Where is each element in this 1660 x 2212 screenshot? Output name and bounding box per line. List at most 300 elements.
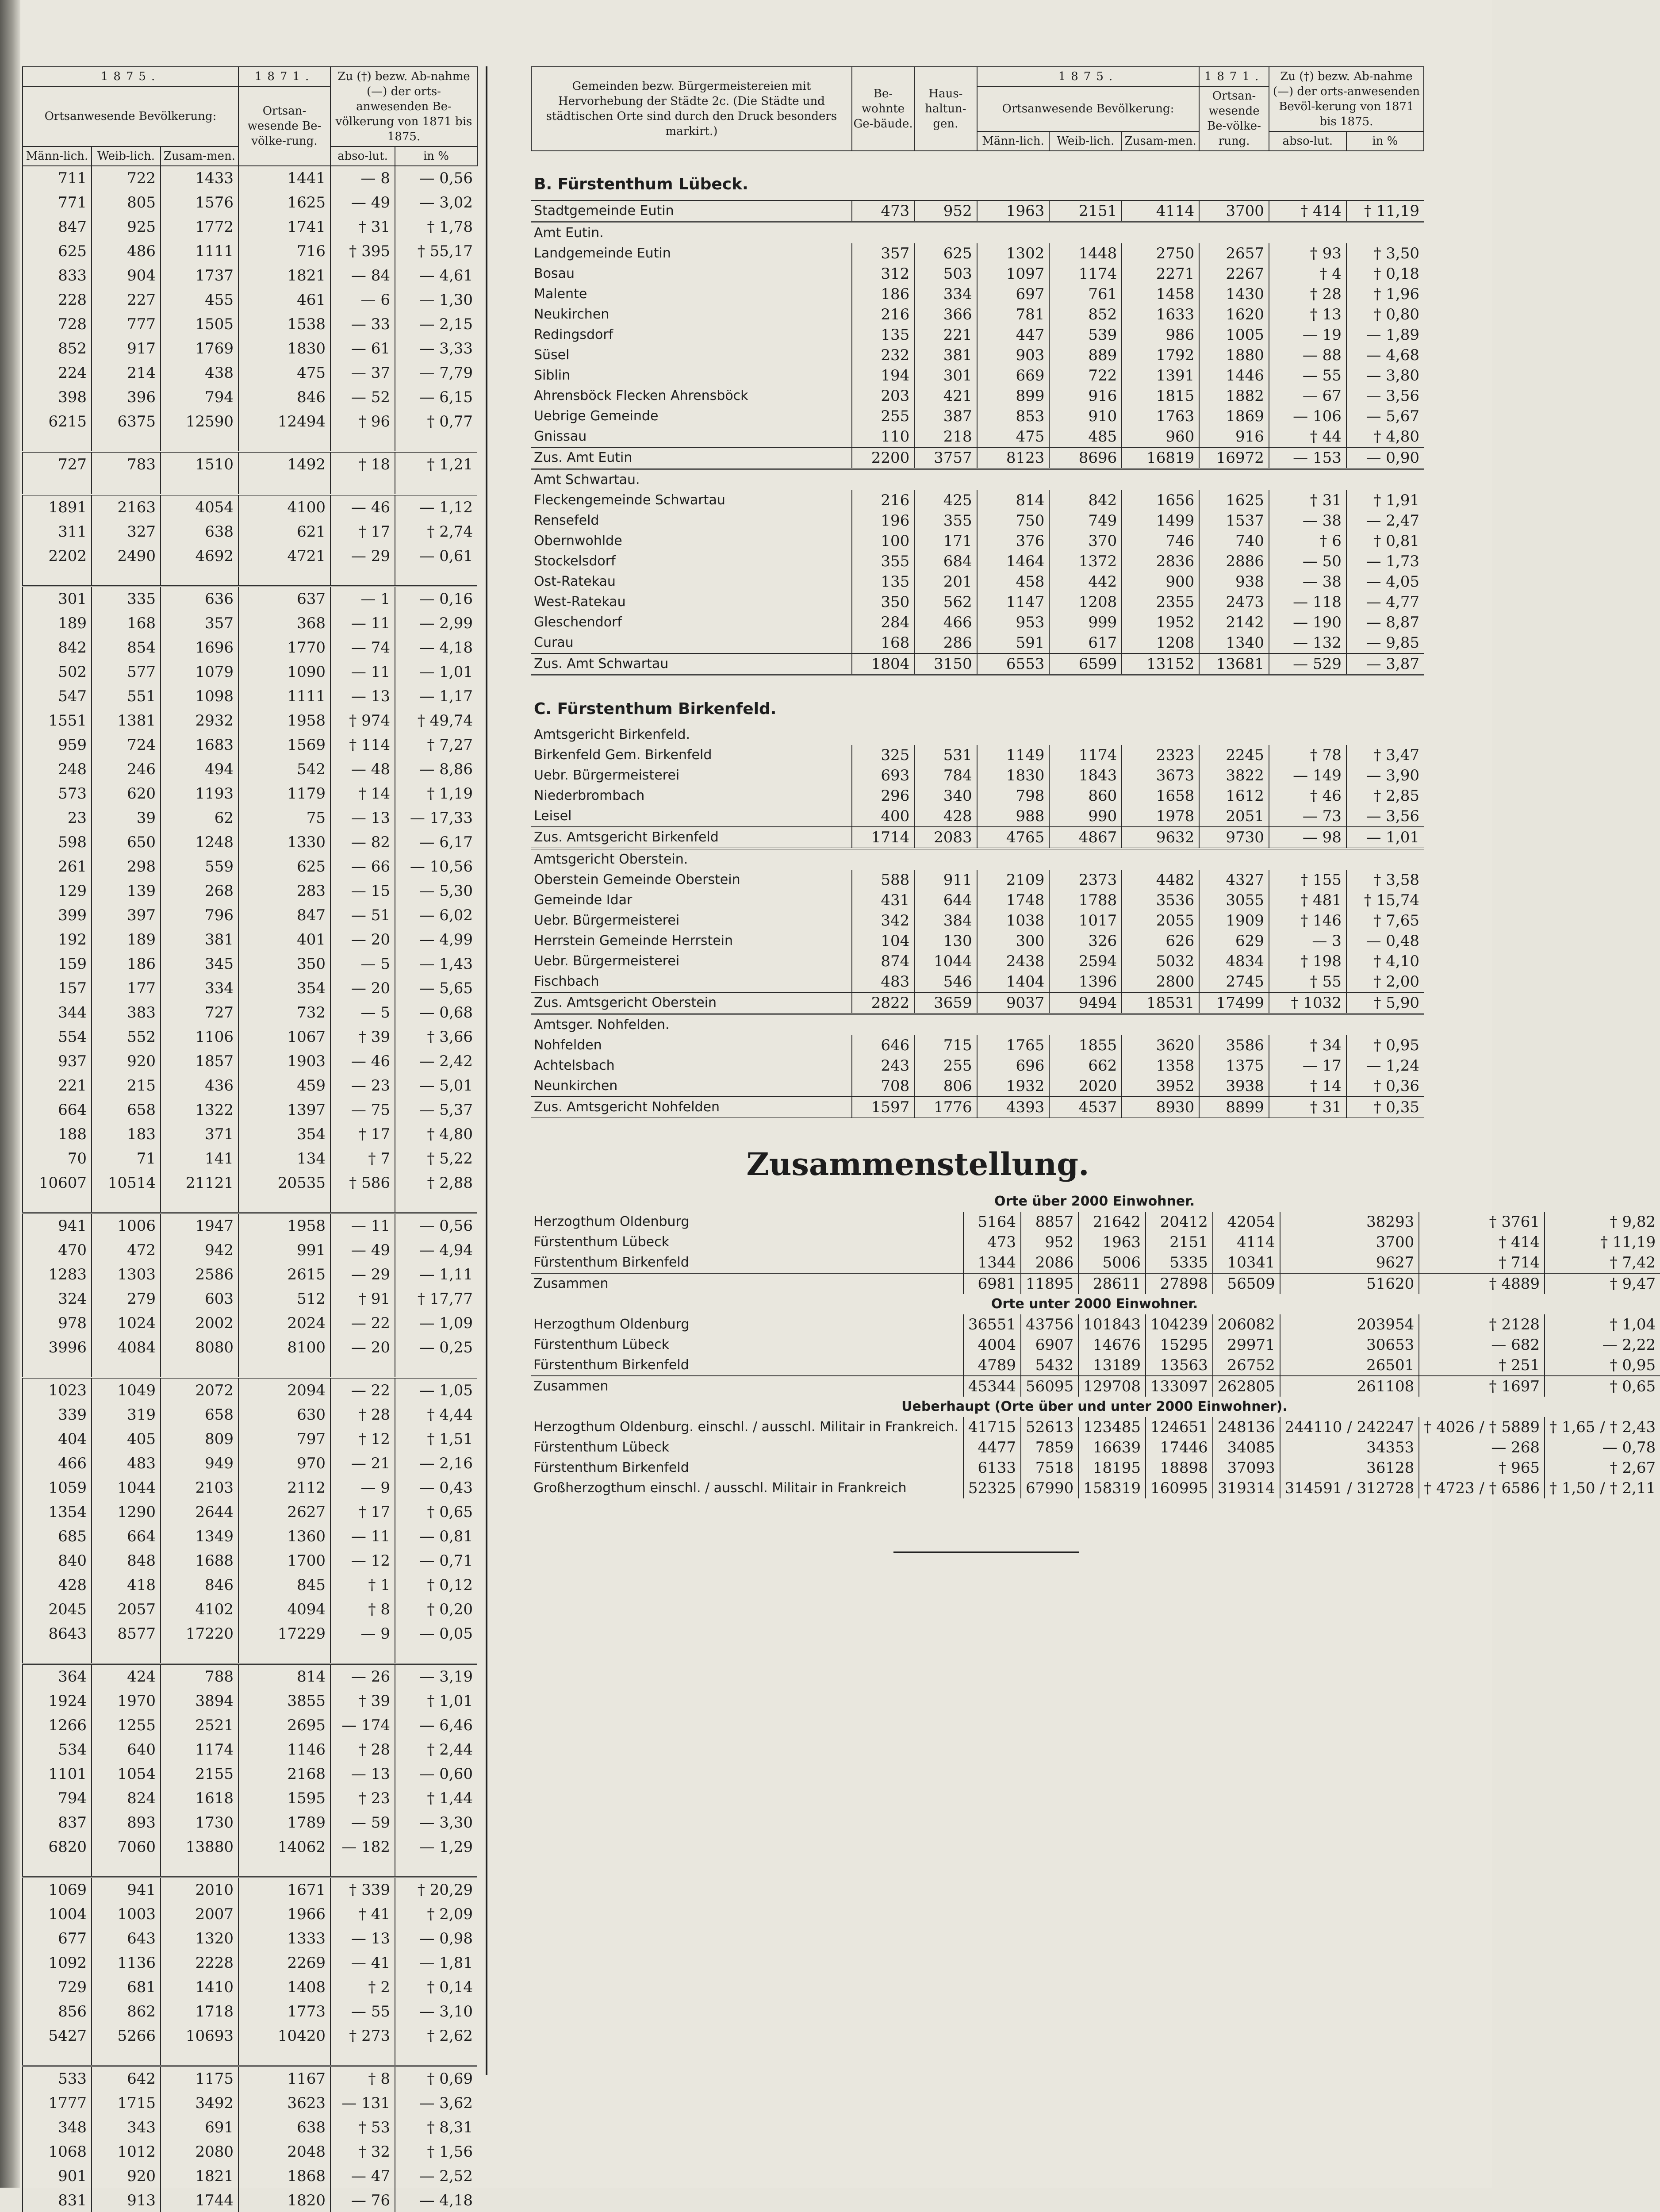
section-c-heading [531,675,1424,725]
cell-1871: 2886 [1199,551,1269,572]
cell-male: 1932 [977,1076,1050,1097]
cell-female [92,1859,161,1877]
cell-pct: — 0,16 [395,586,477,611]
cell-1871: 4721 [238,544,330,568]
cell-female: 472 [92,1238,161,1263]
cell-male [23,434,92,452]
cell-1871: 1360 [238,1525,330,1549]
cell-female: 4084 [92,1336,161,1360]
cell-total: 8080 [161,1336,238,1360]
cell-abs: † 4723 / † 6586 [1419,1478,1545,1498]
cell-total: 371 [161,1122,238,1147]
ag-birkenfeld-label-row [531,725,1424,745]
cell-bewohnte: 194 [852,365,914,386]
cell-abs: — 19 [1269,325,1346,345]
cell-gemeinde: Gleschendorf [534,614,622,630]
cell-pct: — 0,56 [395,1213,477,1238]
cell-gemeinde: Curau [534,635,574,650]
cell-pct: — 6,17 [395,830,477,855]
zus-ag-nohfelden-row [531,1097,1424,1118]
cell-abs: † 273 [330,2024,395,2048]
cell-1871: 2695 [238,1713,330,1738]
cell-haushaltungen: 340 [914,786,977,806]
cell-bewohnte: 312 [852,264,914,284]
cell-haushaltungen: 3757 [914,447,977,469]
cell-abs: — 98 [1269,827,1346,849]
cell-1871: 34353 [1280,1437,1419,1458]
cell-abs: † 14 [1269,1076,1346,1097]
cell-gemeinde: Uebr. Bürgermeisterei [534,953,680,969]
cell-1871: 2245 [1199,745,1269,765]
cell-1871: 1538 [238,312,330,337]
cell-abs: † 91 [330,1287,395,1311]
cell-total: 1978 [1122,806,1199,827]
cell-female: 805 [92,191,161,215]
cell-1871: 716 [238,239,330,264]
table-row [23,733,477,757]
cell-abs [330,434,395,452]
cell-female: 396 [92,385,161,410]
table-row [23,2189,477,2212]
cell-bewohnte: 41715 [963,1417,1021,1437]
cell-pct: † 1,44 [395,1786,477,1811]
cell-female: 617 [1049,633,1122,653]
cell-abs: — 12 [330,1549,395,1573]
cell-1871: 1770 [238,636,330,660]
cell-male: 625 [23,239,92,264]
cell-1871: 1903 [238,1049,330,1074]
table-row [23,1525,477,1549]
cell-1871: 2142 [1199,612,1269,633]
table-row [23,1147,477,1171]
cell-abs: † 17 [330,1500,395,1525]
cell-total: 1111 [161,239,238,264]
cell-bewohnte: 400 [852,806,914,827]
cell-total: 1730 [161,1811,238,1835]
cell-male: 831 [23,2189,92,2212]
cell-female: 5266 [92,2024,161,2048]
cell-pct: — 2,22 [1545,1335,1660,1355]
cell-total: 900 [1122,572,1199,592]
cell-abs: — 190 [1269,612,1346,633]
table-row [531,345,1424,365]
cell-bewohnte: 708 [852,1076,914,1097]
cell-haushaltungen: 425 [914,490,977,511]
cell-1871: 1958 [238,1213,330,1238]
cell-male: 591 [977,633,1050,653]
table-row [531,745,1424,765]
cell-female: 160995 [1146,1478,1213,1498]
cell-haushaltungen: 301 [914,365,977,386]
cell-1871: 244110 / 242247 [1280,1417,1419,1437]
table-row [23,1098,477,1122]
cell-female: 9494 [1049,992,1122,1014]
cell-total: 794 [161,385,238,410]
cell-abs: † 39 [330,1689,395,1713]
cell-total: 2010 [161,1877,238,1902]
cell-total: 1410 [161,1975,238,2000]
cell-male: 5427 [23,2024,92,2048]
cell-total: 455 [161,288,238,312]
cell-male: 21642 [1078,1212,1146,1232]
table-row [23,1664,477,1689]
cell-1871: 8100 [238,1336,330,1360]
cell-1871 [238,1859,330,1877]
cell-female: 1208 [1049,592,1122,612]
cell-female: 1715 [92,2091,161,2116]
cell-total: 691 [161,2116,238,2140]
cell-abs: — 46 [330,495,395,520]
table-row [531,910,1424,931]
cell-abs: † 78 [1269,745,1346,765]
cell-1871: 4327 [1199,870,1269,890]
cell-pct: † 4,44 [395,1403,477,1427]
cell-abs: † 974 [330,709,395,733]
cell-female: 1290 [92,1500,161,1525]
left-table-body [23,166,477,2212]
cell-1871: 938 [1199,572,1269,592]
cell-male: 840 [23,1549,92,1573]
cell-male: 899 [977,386,1050,406]
cell-total: 727 [161,1001,238,1025]
cell-1871: 368 [238,611,330,636]
cell-male: 554 [23,1025,92,1049]
cell-total: 1505 [161,312,238,337]
cell-abs: — 182 [330,1835,395,1859]
cell-male: 1059 [23,1476,92,1500]
table-row [23,337,477,361]
cell-pct: † 1,01 [395,1689,477,1713]
cell-male: 1777 [23,2091,92,2116]
cell-male: 1963 [977,200,1050,222]
cell-abs: — 5 [330,952,395,976]
cell-1871: 1090 [238,660,330,684]
cell-haushaltungen: 625 [914,243,977,264]
table-row [531,612,1424,633]
cell-male: 1830 [977,765,1050,786]
table-row [531,786,1424,806]
cell-male: 794 [23,1786,92,1811]
cell-bewohnte: 342 [852,910,914,931]
cell-abs: — 13 [330,806,395,830]
right-col-total: Zusam-men. [1122,131,1199,151]
cell-pct: † 4,10 [1346,951,1424,972]
cell-total: 2932 [161,709,238,733]
cell-total: 809 [161,1427,238,1452]
cell-abs: — 76 [330,2189,395,2212]
table-row [531,1232,1660,1252]
cell-pct: † 1,91 [1346,490,1424,511]
summary-body [531,1191,1660,1498]
cell-male: 28611 [1078,1273,1146,1294]
cell-1871: 629 [1199,931,1269,951]
cell-male: 188 [23,1122,92,1147]
cell-female: 298 [92,855,161,879]
cell-1871 [238,1195,330,1213]
cell-haushaltungen: 8857 [1021,1212,1078,1232]
cell-abs: † 55 [1269,972,1346,992]
cell-1871: 13681 [1199,653,1269,675]
table-row [531,1376,1660,1397]
cell-bewohnte: 196 [852,511,914,531]
cell-1871: 1821 [238,264,330,288]
cell-total: 37093 [1213,1458,1280,1478]
cell-gemeinde: Fürstenthum Birkenfeld [533,1255,689,1270]
cell-gemeinde: Neunkirchen [534,1078,618,1094]
cell-male: 959 [23,733,92,757]
cell-total: 262805 [1213,1376,1280,1397]
cell-abs: — 49 [330,1238,395,1263]
cell-male: 941 [23,1213,92,1238]
cell-female: 842 [1049,490,1122,511]
cell-1871: 36128 [1280,1458,1419,1478]
cell-haushaltungen: 56095 [1021,1376,1078,1397]
cell-total: 34085 [1213,1437,1280,1458]
cell-male: 311 [23,520,92,544]
cell-male: 23 [23,806,92,830]
table-row [23,952,477,976]
cell-pct: † 1,96 [1346,284,1424,304]
cell-total: 1769 [161,337,238,361]
right-head-gemeinden: Gemeinden bezw. Bürgermeistereien mit Hervorhebung der Städte 2c. (Die Städte und städtischen Orte sind durch den Druck besonders markirt.) [531,67,852,151]
cell-male: 1283 [23,1263,92,1287]
cell-total: 942 [161,1238,238,1263]
cell-1871 [238,434,330,452]
cell-bewohnte: 355 [852,551,914,572]
cell-total: 9632 [1122,827,1199,849]
cell-female: 913 [92,2189,161,2212]
cell-pct: † 2,44 [395,1738,477,1762]
cell-total: 1510 [161,452,238,477]
left-year-1871: 1871. [238,67,330,86]
table-row [23,2091,477,2116]
cell-abs: — 153 [1269,447,1346,469]
table-row [23,1713,477,1738]
cell-female: 1136 [92,1951,161,1975]
cell-pct: † 17,77 [395,1287,477,1311]
cell-female: 227 [92,288,161,312]
left-col-total: Zusam-men. [161,146,238,166]
cell-1871: 1869 [1199,406,1269,426]
cell-1871: 1966 [238,1902,330,1927]
cell-1871: 1671 [238,1877,330,1902]
cell-pct: — 4,94 [395,1238,477,1263]
cell-bewohnte: 483 [852,972,914,992]
cell-abs: — 84 [330,264,395,288]
cell-female: 483 [92,1452,161,1476]
cell-1871: 2627 [238,1500,330,1525]
cell-1871: 1067 [238,1025,330,1049]
cell-gemeinde: Siblin [534,368,571,383]
cell-total: 1193 [161,782,238,806]
cell-haushaltungen: 130 [914,931,977,951]
cell-abs: † 32 [330,2140,395,2164]
cell-female: 852 [1049,304,1122,325]
table-row [23,757,477,782]
cell-abs: — 29 [330,544,395,568]
cell-haushaltungen: 784 [914,765,977,786]
cell-female: 620 [92,782,161,806]
cell-male: 129708 [1078,1376,1146,1397]
cell-abs: — 55 [1269,365,1346,386]
cell-gemeinde: Landgemeinde Eutin [534,246,671,261]
cell-total: 18531 [1122,992,1199,1014]
cell-pct: — 3,19 [395,1664,477,1689]
cell-1871: 1882 [1199,386,1269,406]
cell-bewohnte: 36551 [963,1314,1021,1335]
table-row [531,972,1424,992]
cell-bewohnte: 135 [852,572,914,592]
cell-male: 300 [977,931,1050,951]
table-row [23,312,477,337]
cell-female: 643 [92,1927,161,1951]
cell-female: 2020 [1049,1076,1122,1097]
cell-abs: † 39 [330,1025,395,1049]
cell-1871: 314591 / 312728 [1280,1478,1419,1498]
cell-pct: — 5,37 [395,1098,477,1122]
cell-abs: † 4026 / † 5889 [1419,1417,1545,1437]
cell-total: 319314 [1213,1478,1280,1498]
table-row [531,1314,1660,1335]
table-row [23,264,477,288]
cell-bewohnte: 1714 [852,827,914,849]
cell-abs: † 481 [1269,890,1346,910]
cell-abs [330,1195,395,1213]
cell-1871 [238,477,330,495]
cell-1871: 1820 [238,2189,330,2212]
cell-pct: † 0,14 [395,1975,477,2000]
table-row [23,928,477,952]
cell-1871: 2094 [238,1378,330,1403]
cell-abs: † 96 [330,410,395,434]
cell-pct: † 11,19 [1545,1232,1660,1252]
cell-pct [395,1646,477,1664]
cell-female: 7060 [92,1835,161,1859]
cell-male [23,1195,92,1213]
cell-female: 6599 [1049,653,1122,675]
cell-1871: 203954 [1280,1314,1419,1335]
cell-total: 1821 [161,2164,238,2189]
cell-female: 1788 [1049,890,1122,910]
cell-female: 917 [92,337,161,361]
table-row [23,1378,477,1403]
table-row [23,1951,477,1975]
cell-total: 21121 [161,1171,238,1195]
cell-pct: — 3,10 [395,2000,477,2024]
cell-gemeinde: Uebrige Gemeinde [534,408,659,424]
cell-bewohnte: 203 [852,386,914,406]
cell-male: 376 [977,531,1050,551]
cell-1871: 3700 [1280,1232,1419,1252]
cell-total: 334 [161,976,238,1001]
cell-haushaltungen: 5432 [1021,1355,1078,1376]
cell-1871: 283 [238,879,330,903]
cell-male: 158319 [1078,1478,1146,1498]
table-row [23,1902,477,1927]
cell-total: 3536 [1122,890,1199,910]
table-row [531,1056,1424,1076]
cell-male: 573 [23,782,92,806]
cell-bewohnte: 296 [852,786,914,806]
cell-male: 727 [23,452,92,477]
left-table-region [22,66,478,2209]
cell-pct: † 3,66 [395,1025,477,1049]
cell-female [92,477,161,495]
table-row [531,325,1424,345]
table-row [531,931,1424,951]
cell-1871: 20535 [238,1171,330,1195]
cell-pct: † 2,09 [395,1902,477,1927]
cell-abs: † 31 [330,215,395,239]
cell-total: 1458 [1122,284,1199,304]
cell-male: 685 [23,1525,92,1549]
cell-female: 214 [92,361,161,385]
cell-bewohnte: 874 [852,951,914,972]
cell-total [161,568,238,586]
right-table-region [531,66,1656,1500]
cell-female: 1054 [92,1762,161,1786]
table-row [23,1646,477,1664]
cell-abs: — 13 [330,1762,395,1786]
cell-male: 70 [23,1147,92,1171]
cell-abs: — 3 [1269,931,1346,951]
cell-total: 16819 [1122,447,1199,469]
cell-gemeinde: Malente [534,286,587,302]
table-row [531,1212,1660,1232]
cell-abs: — 38 [1269,572,1346,592]
cell-abs: † 1 [330,1573,395,1598]
cell-bewohnte: 243 [852,1056,914,1076]
cell-total: 1098 [161,684,238,709]
cell-female: 552 [92,1025,161,1049]
cell-1871 [238,2048,330,2066]
cell-total: 2072 [161,1378,238,1403]
table-row [23,385,477,410]
cell-total: 268 [161,879,238,903]
cell-pct: † 2,85 [1346,786,1424,806]
cell-abs: — 47 [330,2164,395,2189]
cell-1871: 1909 [1199,910,1269,931]
cell-pct: — 0,43 [395,1476,477,1500]
cell-pct: — 5,01 [395,1074,477,1098]
cell-abs [330,1360,395,1378]
cell-bewohnte: 216 [852,304,914,325]
cell-gemeinde: Redingsdorf [534,327,613,342]
cell-total: 4114 [1213,1232,1280,1252]
cell-male: 1354 [23,1500,92,1525]
cell-1871: 3822 [1199,765,1269,786]
cell-pct: † 1,65 / † 2,43 [1545,1417,1660,1437]
cell-bewohnte: 284 [852,612,914,633]
cell-pct: — 0,48 [1346,931,1424,951]
cell-haushaltungen: 466 [914,612,977,633]
cell-total: 2355 [1122,592,1199,612]
cell-abs: † 1032 [1269,992,1346,1014]
table-row [23,1500,477,1525]
cell-1871: 846 [238,385,330,410]
cell-male [23,1646,92,1664]
cell-pct: — 3,02 [395,191,477,215]
cell-pct [395,477,477,495]
cell-1871: 2269 [238,1951,330,1975]
cell-haushaltungen: 952 [1021,1232,1078,1252]
cell-pct [395,1195,477,1213]
left-col-female: Weib-lich. [92,146,161,166]
cell-abs: — 268 [1419,1437,1545,1458]
closing-rule [893,1551,1079,1553]
table-row [23,1622,477,1646]
cell-pct: † 4,80 [1346,426,1424,447]
